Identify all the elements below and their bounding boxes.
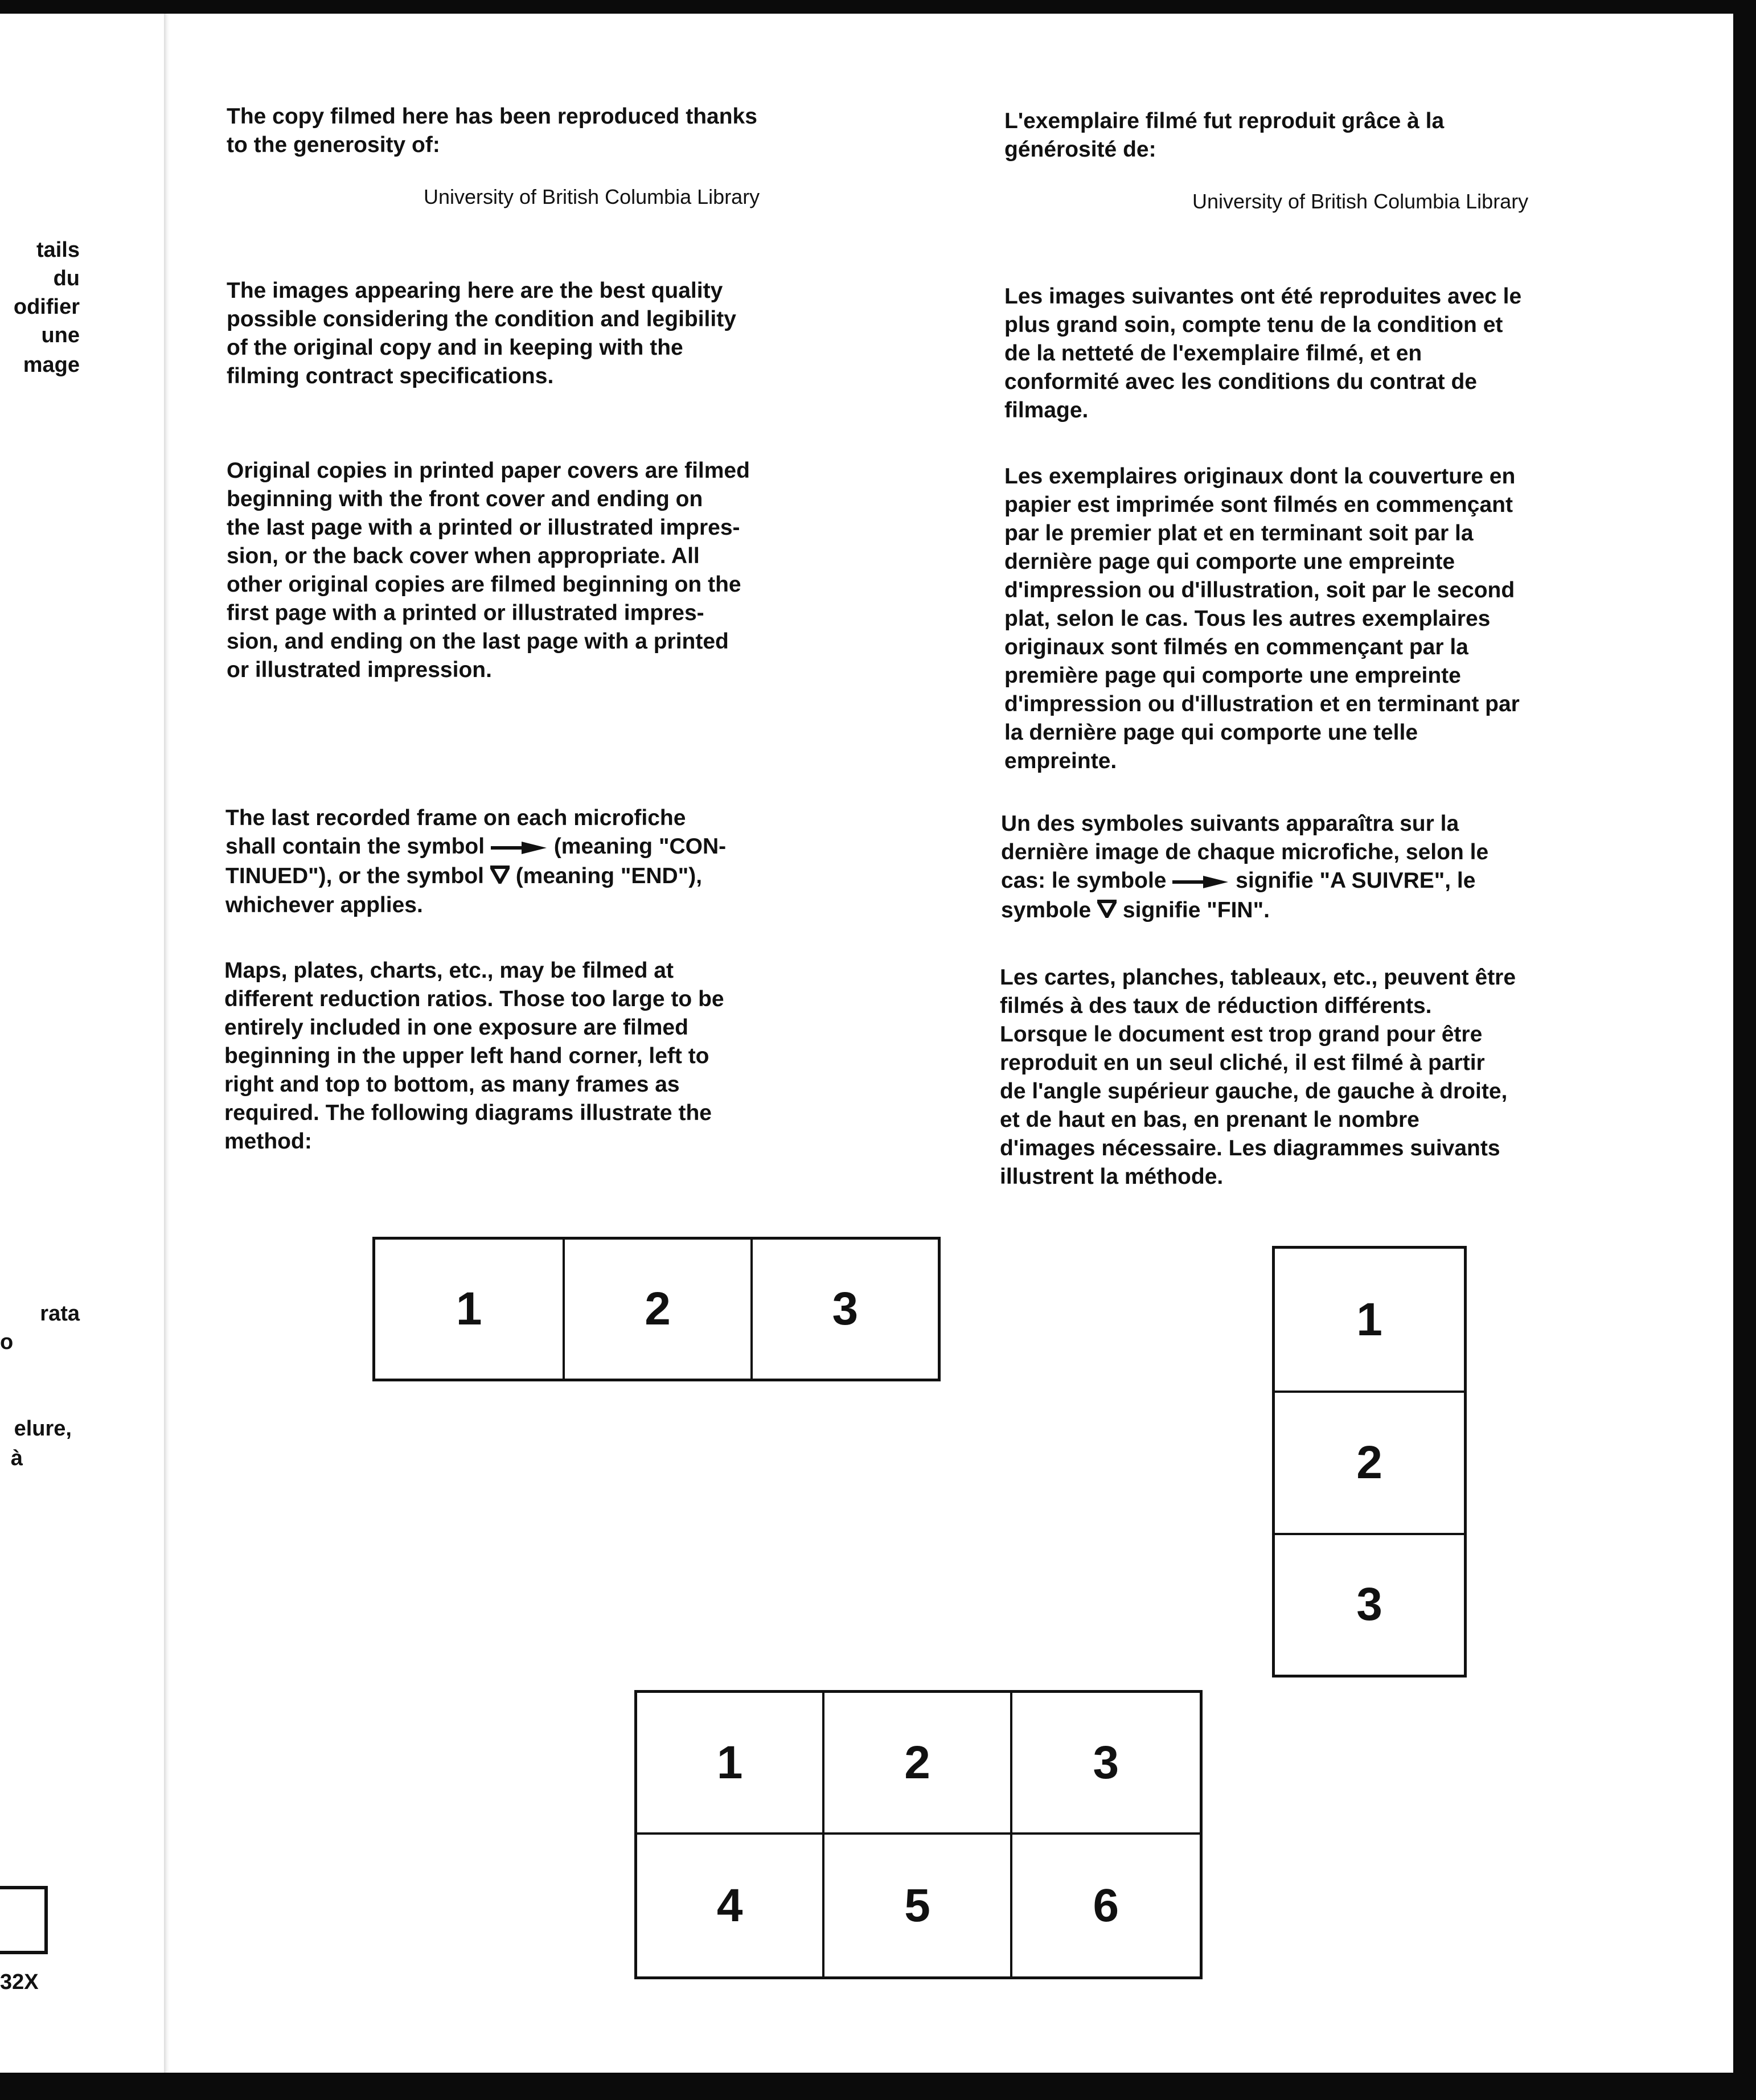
english-symbols-part-3: (meaning "END"), whichever applies.	[225, 863, 703, 918]
fragment-line: rata	[40, 1302, 80, 1326]
diagram-frame: 2	[563, 1240, 750, 1379]
french-library: University of British Columbia Library	[1192, 190, 1529, 213]
diagram-frame: 5	[824, 1835, 1012, 1976]
diagram-grid	[634, 1690, 1203, 1979]
french-maps-paragraph	[1000, 963, 1683, 1191]
diagram-frame: 3	[750, 1240, 938, 1379]
french-original-text: Les exemplaires originaux dont la couverture en papier est imprimée sont filmés en commençant par le premier plat et en terminant soit par la dernière page qui comporte une empreinte d'impression ou d'illustration, soit par le second plat, selon le cas. Tous les autres exemplaires originaux sont filmés en commençant par la première page qui comporte une empreinte d'impression ou d'illustration et en terminant par la dernière page qui comporte une telle empreinte.	[1004, 464, 1520, 773]
fragment-line: tails	[36, 238, 80, 262]
fragment-line: à	[10, 1446, 23, 1470]
fragment-line: du	[53, 266, 80, 290]
left-page-fragment	[0, 14, 137, 2073]
diagram-frame: 1	[1356, 1293, 1382, 1346]
fragment-box	[0, 1886, 48, 1954]
page-fold-shadow	[164, 14, 170, 2073]
french-quality-text: Les images suivantes ont été reproduites avec le plus grand soin, compte tenu de la condition et de la netteté de l'exemplaire filmé, et en conformité avec les conditions du contrat de filmage.	[1004, 284, 1522, 423]
french-original-paragraph	[1004, 462, 1688, 776]
english-symbols-part-1: The last recorded frame on each microfiche shall contain the symbol	[225, 806, 686, 859]
english-thanks	[227, 102, 881, 159]
diagram-frame: 2	[824, 1693, 1012, 1835]
french-thanks	[1004, 107, 1688, 164]
fragment-line: mage	[23, 353, 80, 377]
french-symbols-text	[1001, 810, 1684, 925]
english-symbols-part-2: (meaning "CON- TINUED"), or the symbol	[225, 834, 727, 888]
triangle-down-icon	[490, 863, 510, 891]
english-original-text: Original copies in printed paper covers are filmed beginning with the front cover and ending on the last page with a printed or illustrated impres- sion, or the back cover when appropriate. All other original copies are filmed beginning on the first page with a printed or illustrated impres- sion, and ending on the last page with a printed or illustrated impression.	[227, 458, 750, 682]
english-maps-text: Maps, plates, charts, etc., may be filmed at different reduction ratios. Those too large to be entirely included in one exposure are filmed beginning in the upper left hand corner, left to right and top to bottom, as many frames as required. The following diagrams illustrate the method:	[224, 958, 724, 1154]
diagram-frame: 6	[1093, 1879, 1119, 1931]
french-symbols-part-2: signifie "A SUIVRE", le symbole	[1001, 868, 1476, 922]
diagram-frame: 1	[637, 1693, 824, 1835]
diagram-frame: 3	[1275, 1533, 1464, 1675]
english-quality-text: The images appearing here are the best quality possible considering the condition and legibility of the original copy and in keeping with the filming contract specifications.	[227, 278, 736, 388]
english-maps-paragraph	[224, 957, 879, 1156]
fragment-line: elure,	[14, 1417, 72, 1441]
filmed-page	[0, 14, 1733, 2073]
arrow-right-icon	[491, 834, 548, 862]
english-symbols-text	[225, 804, 880, 920]
triangle-down-icon	[1097, 897, 1117, 925]
diagram-frame: 3	[1012, 1693, 1200, 1835]
fragment-line: o	[0, 1330, 14, 1354]
arrow-right-icon	[1172, 868, 1229, 896]
diagram-vertical	[1272, 1246, 1467, 1677]
fragment-line: odifier	[13, 295, 80, 319]
english-thanks-text: The copy filmed here has been reproduced thanks to the generosity of:	[227, 104, 757, 157]
french-maps-text: Les cartes, planches, tableaux, etc., peuvent être filmés à des taux de réduction différents. Lorsque le document est trop grand pour être reproduit en un seul cliché, il est filmé à partir de l'angle supérieur gauche, de gauche à droite, et de haut en bas, en prenant le nombre d'images nécessaire. Les diagrammes suivants illustrent la méthode.	[1000, 965, 1516, 1189]
fragment-line: 32X	[0, 1970, 39, 1994]
diagram-frame: 2	[1275, 1391, 1464, 1532]
french-symbols-part-3: signifie "FIN".	[1117, 897, 1270, 922]
english-symbols-paragraph	[225, 804, 880, 920]
diagram-frame: 4	[637, 1835, 824, 1976]
french-quality-paragraph	[1004, 282, 1688, 425]
diagram-horizontal	[372, 1237, 941, 1381]
english-quality-paragraph	[227, 277, 881, 391]
french-symbols-paragraph	[1001, 810, 1684, 925]
french-thanks-text: L'exemplaire filmé fut reproduit grâce à la générosité de:	[1004, 109, 1445, 162]
french-symbols-part-1: Un des symboles suivants apparaîtra sur la dernière image de chaque microfiche, selon le cas: le symbole	[1001, 811, 1489, 893]
fragment-line: une	[41, 323, 80, 347]
diagram-frame: 1	[456, 1283, 482, 1335]
english-original-paragraph	[227, 457, 881, 684]
english-library: University of British Columbia Library	[424, 185, 760, 208]
